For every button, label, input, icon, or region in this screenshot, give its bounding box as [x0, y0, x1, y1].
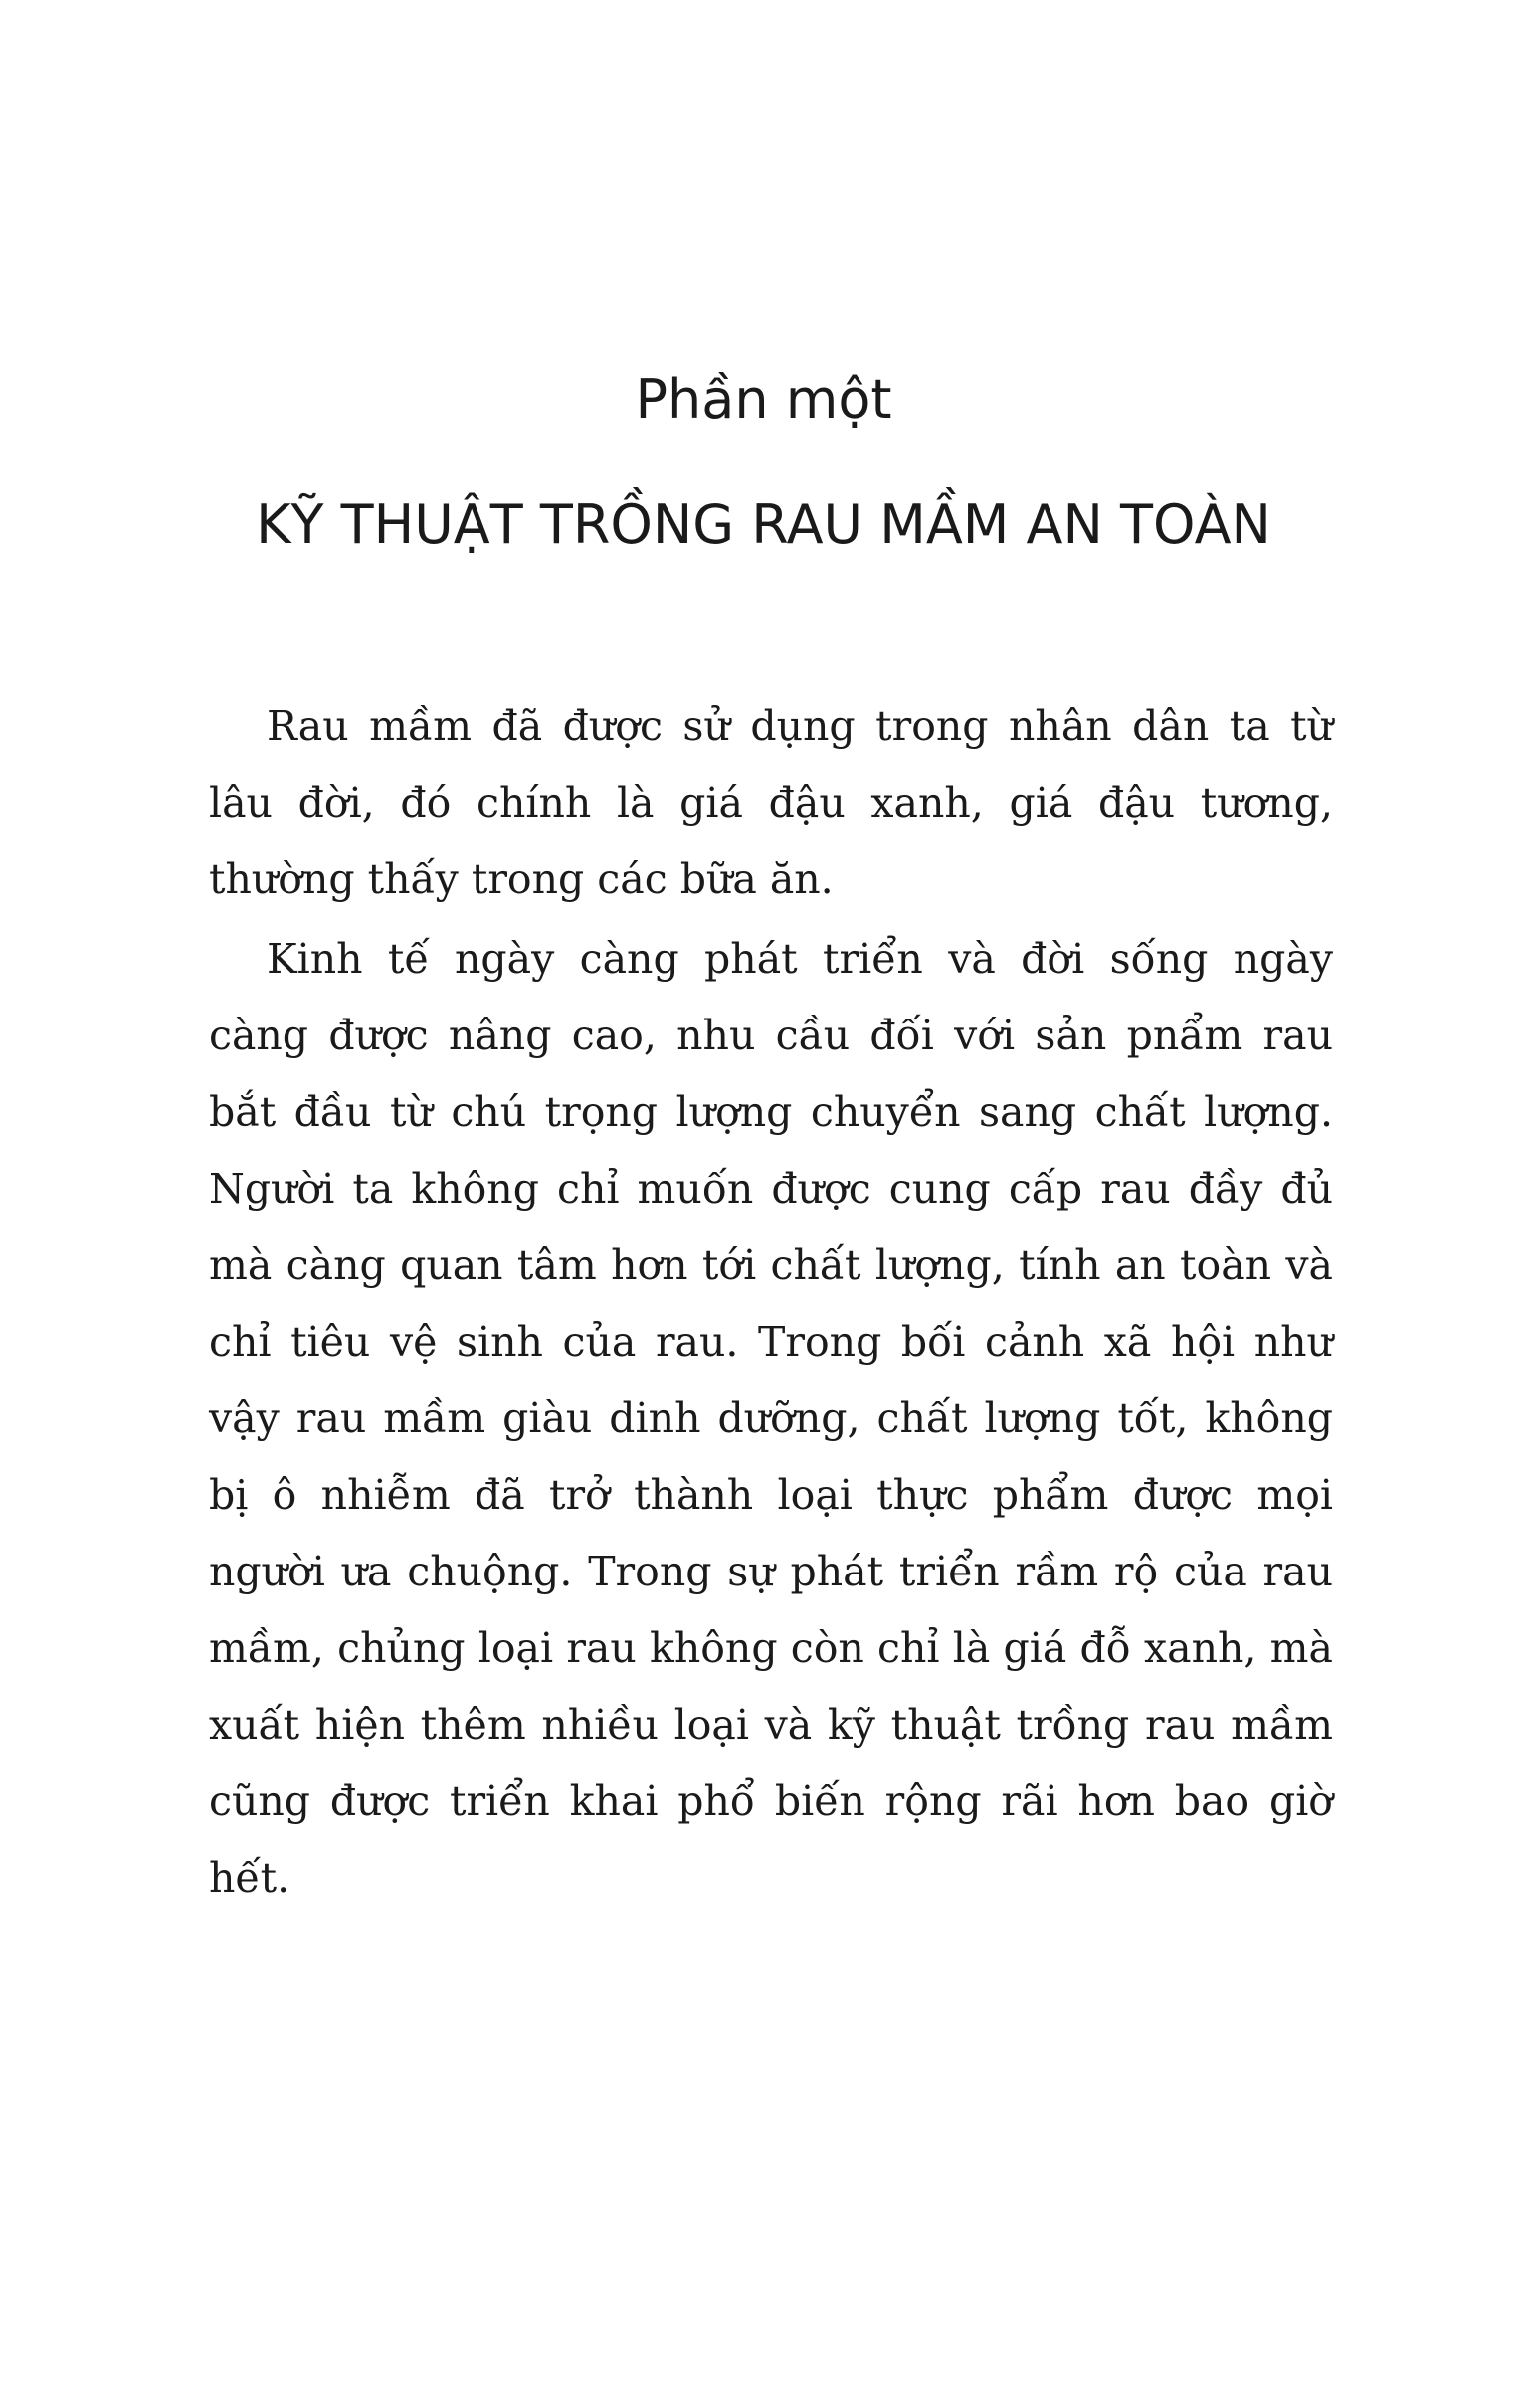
paragraph-1: Rau mầm đã được sử dụng trong nhân dân ta từ lâu đời, đó chính là giá đậu xanh, giá đậu tương, thường thấy trong các bữa ăn. [209, 702, 1333, 903]
chapter-title: KỸ THUẬT TRỒNG RAU MẦM AN TOÀN [256, 493, 1271, 556]
body-text [209, 688, 1333, 1920]
part-heading: Phần một [635, 368, 892, 431]
paragraph-2: Kinh tế ngày càng phát triển và đời sống ngày càng được nâng cao, nhu cầu đối với sản pnẩm rau bắt đầu từ chú trọng lượng chuyển sang chất lượng. Người ta không chỉ muốn được cung cấp rau đầy đủ mà càng quan tâm hơn tới chất lượng, tính an toàn và chỉ tiêu vệ sinh của rau. Trong bối cảnh xã hội như vậy rau mầm giàu dinh dưỡng, chất lượng tốt, không bị ô nhiễm đã trở thành loại thực phẩm được mọi người ưa chuộng. Trong sự phát triển rầm rộ của rau mầm, chủng loại rau không còn chỉ là giá đỗ xanh, mà xuất hiện thêm nhiều loại và kỹ thuật trồng rau mầm cũng được triển khai phổ biến rộng rãi hơn bao giờ hết. [209, 935, 1333, 1902]
